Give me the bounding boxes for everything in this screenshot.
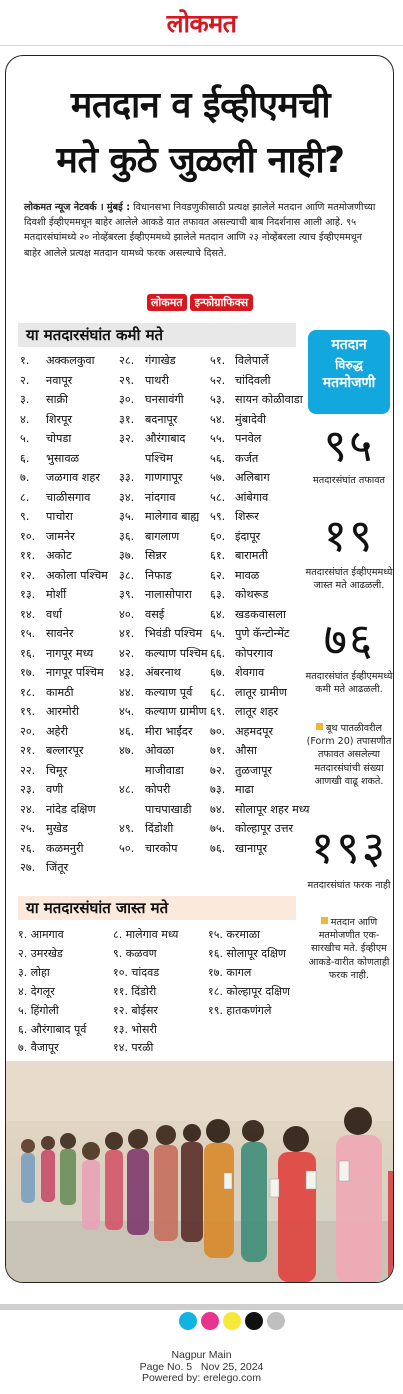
constituency-item: १६. सोलापूर दक्षिण [208, 946, 286, 960]
constituency-number: १२. [20, 568, 36, 582]
constituency-number: ४७. [119, 744, 135, 757]
constituency-number: २०. [20, 724, 36, 738]
constituency-name: औरंगाबाद पश्चिम [145, 432, 186, 465]
constituency-item [20, 780, 115, 800]
constituency-item: १९. हातकणंगले [208, 1003, 272, 1017]
constituency-name: दिंडोशी [145, 822, 174, 835]
article-card [5, 55, 394, 1283]
constituency-item [20, 800, 115, 820]
constituency-item [119, 468, 211, 488]
constituency-number: १८. [20, 685, 36, 699]
constituency-name: कोपरगाव [235, 646, 273, 660]
constituency-number: ६०. [210, 529, 226, 543]
constituency-item: १८. कोल्हापूर दक्षिण [208, 984, 290, 998]
constituency-name: औसा [235, 744, 257, 757]
constituency-item [119, 605, 211, 625]
constituency-item [20, 722, 115, 742]
constituency-number: ४९. [119, 822, 135, 835]
constituency-name: शेवगाव [235, 666, 265, 679]
constituency-item [20, 351, 115, 371]
constituency-number: २९. [119, 373, 135, 387]
constituency-item [119, 663, 211, 683]
constituency-number: ६४. [210, 607, 226, 621]
high-list-column-1 [18, 926, 114, 1058]
headline-line-1: मतदान व ईव्हीएमची [70, 85, 331, 126]
lede-text: विधानसभा निवडणुकीसाठी प्रत्यक्ष झालेले मतदान आणि मतमोजणीच्या दिवशी ईव्हीएममधून बाहेर आलेले आकडे यात तफावत असल्याची बाब निदर्शनास आली आहे. ९५ मतदारसंघांमध्ये २० नोव्हेंबरला ईव्हीएममध्ये झालेले मतदान आणि २३ नोव्हेंबरला त्याच ईव्हीएममधून बाहेर आलेले प्रत्यक्ष मतदान यामध्ये फरक असल्याचे दिसते. [24, 202, 376, 259]
constituency-number: ७५. [210, 822, 226, 835]
constituency-name: अलिबाग [235, 471, 270, 484]
constituency-name: नांदेड दक्षिण [46, 802, 96, 816]
low-list-column-1 [20, 351, 115, 878]
constituency-item: १०. चांदवड [113, 965, 160, 979]
constituency-number: १. [20, 354, 30, 367]
powered-by-link[interactable]: Powered by: erelego.com [141, 1372, 262, 1384]
constituency-name: जामनेर [46, 529, 75, 543]
constituency-name: मावळ [235, 568, 260, 582]
constituency-name: पाथरी [145, 373, 169, 387]
constituency-number: ११. [20, 549, 36, 562]
constituency-item [119, 371, 211, 391]
box-line-2: विरुद्ध [335, 357, 363, 372]
low-list-column-2 [119, 351, 211, 858]
constituency-item [20, 663, 115, 683]
constituency-item [20, 410, 115, 430]
constituency-number: ६६. [210, 646, 226, 660]
constituency-item: ५. हिंगोली [18, 1003, 59, 1017]
constituency-name: मोर्शी [46, 588, 67, 601]
constituency-item: ३. लोहा [18, 965, 50, 979]
constituency-name: निफाड [145, 568, 172, 582]
constituency-item [20, 683, 115, 703]
constituency-name: नवापूर [46, 373, 73, 387]
constituency-number: २१. [20, 744, 36, 757]
constituency-item: ९. कळवण [113, 946, 157, 960]
constituency-item [20, 546, 115, 566]
constituency-name: अहमदपूर [235, 724, 274, 738]
constituency-number: ६२. [210, 568, 226, 582]
byline: लोकमत न्यूज नेटवर्क । मुंबई : [24, 202, 131, 213]
constituency-item [119, 488, 211, 508]
constituency-name: मुखेड [46, 822, 68, 835]
constituency-name: घनसावंगी [145, 393, 184, 406]
constituency-item: ६. औरंगाबाद पूर्व [18, 1022, 87, 1036]
constituency-name: खानापूर [235, 841, 268, 855]
magenta-dot [201, 1312, 219, 1330]
constituency-name: चांदिवली [235, 373, 271, 387]
constituency-item: ४. देगलूर [18, 984, 55, 998]
constituency-item [20, 741, 115, 761]
constituency-number: ६५. [210, 627, 226, 640]
form20-note: बूथ पातळीवरील (Form 20) तपासणीत तफावत असलेल्या मतदारसंघांची संख्या आणखी वाढू शकते. [306, 723, 392, 787]
constituency-name: नालासोपारा [145, 588, 192, 601]
constituency-name: गाणगापूर [145, 471, 183, 484]
voters-queue-photo [6, 1061, 394, 1283]
constituency-name: बागलाण [145, 529, 180, 543]
constituency-number: १७. [20, 666, 36, 679]
note-square-icon [316, 723, 323, 730]
constituency-number: १९. [20, 705, 36, 718]
constituency-item [119, 390, 211, 410]
constituency-name: नागपूर पश्चिम [46, 666, 104, 679]
constituency-item [20, 819, 115, 839]
constituency-item [20, 371, 115, 391]
constituency-number: ४८. [119, 783, 135, 796]
constituency-name: मालेगाव बाह्य [145, 510, 200, 523]
constituency-name: मुंबादेवी [235, 412, 267, 426]
constituency-name: शिरूर [235, 510, 259, 523]
constituency-item [20, 449, 115, 469]
constituency-name: इंदापूर [235, 529, 261, 543]
constituency-name: आरमोरी [46, 705, 80, 718]
constituency-item: २. उमरखेड [18, 946, 63, 960]
constituency-name: सावनेर [46, 627, 74, 640]
constituency-name: सिन्नर [145, 549, 167, 562]
constituency-name: वसई [145, 607, 165, 621]
vote-vs-count-box [308, 330, 390, 414]
constituency-item [20, 507, 115, 527]
constituency-number: १५. [20, 627, 36, 640]
constituency-name: शिरपूर [46, 412, 73, 426]
masthead [0, 0, 403, 46]
constituency-number: ५८. [210, 490, 226, 504]
constituency-number: ३०. [119, 393, 135, 406]
high-list-column-3 [208, 926, 318, 1021]
constituency-item [20, 761, 115, 781]
constituency-item [119, 624, 211, 644]
print-registration-dots [179, 1312, 289, 1330]
constituency-number: २४. [20, 802, 36, 816]
constituency-name: कोल्हापूर उत्तर [235, 822, 294, 835]
constituency-number: ८. [20, 490, 30, 504]
constituency-name: कल्याण ग्रामीण [145, 705, 207, 718]
constituency-number: १६. [20, 646, 36, 660]
no-difference-note: मतदान आणि मतमोजणीत एक-सारखीच मते. ईव्हीएम आकडे-वारीत कोणताही फरक नाही. [308, 917, 390, 981]
constituency-number: ४५. [119, 705, 135, 718]
constituency-item [119, 566, 211, 586]
constituency-name: जळगाव शहर [46, 471, 100, 484]
constituency-item [20, 858, 115, 878]
constituency-number: ३. [20, 393, 30, 406]
constituency-item [20, 468, 115, 488]
constituency-number: ६. [20, 451, 30, 465]
constituency-number: ६७. [210, 666, 226, 679]
constituency-item: १७. कागल [208, 965, 252, 979]
constituency-name: कोपरी पाचपाखाडी [145, 783, 192, 816]
constituency-item [20, 585, 115, 605]
constituency-number: ९. [20, 510, 30, 523]
page-separator [0, 1304, 403, 1310]
constituency-name: नांदगाव [145, 490, 176, 504]
constituency-item [119, 546, 211, 566]
infographics-badge [114, 293, 286, 312]
constituency-item: १४. परळी [113, 1041, 154, 1055]
constituency-number: ६१. [210, 549, 226, 562]
constituency-name: बारामती [235, 549, 268, 562]
constituency-name: सायन कोळीवाडा [235, 393, 303, 406]
constituency-number: ७. [20, 471, 30, 484]
constituency-name: वणी [46, 783, 64, 796]
constituency-name: पनवेल [235, 432, 262, 445]
constituency-name: चाळीसगाव [46, 490, 91, 504]
constituency-number: ३७. [119, 549, 135, 562]
constituency-number: ४६. [119, 724, 135, 738]
constituency-item [119, 644, 211, 664]
constituency-item [119, 429, 211, 468]
constituency-name: तुळजापूर [235, 763, 273, 777]
constituency-name: पुणे कॅन्टोन्मेंट [235, 627, 290, 640]
box-line-1: मतदान [331, 337, 367, 353]
constituency-name: जिंतूर [46, 861, 69, 874]
constituency-number: ३३. [119, 471, 135, 484]
high-votes-heading: या मतदारसंघांत जास्त मते [18, 896, 296, 920]
constituency-item [119, 741, 211, 780]
constituency-number: ४४. [119, 685, 135, 699]
constituency-number: २३. [20, 783, 36, 796]
constituency-item [20, 429, 115, 449]
stat-number-19: १९ [323, 509, 375, 562]
stat-caption-19: मतदारसंघांत ईव्हीएममध्ये जास्त मते आढळली. [305, 567, 393, 591]
cyan-dot [179, 1312, 197, 1330]
black-dot [245, 1312, 263, 1330]
constituency-item [20, 605, 115, 625]
constituency-name: कल्याण पश्चिम [145, 646, 208, 660]
lede-paragraph [24, 200, 380, 261]
constituency-name: वर्धा [46, 607, 62, 621]
voters-illustration [6, 1061, 394, 1283]
constituency-number: ६८. [210, 685, 226, 699]
constituency-item [119, 819, 211, 839]
stat-caption-193: मतदारसंघांत फरक नाही [307, 880, 391, 891]
constituency-number: २६. [20, 841, 36, 855]
constituency-number: ३१. [119, 412, 135, 426]
constituency-name: कर्जत [235, 451, 259, 465]
constituency-name: अकोला पश्चिम [46, 568, 108, 582]
constituency-name: अहेरी [46, 724, 68, 738]
constituency-name: पाचोरा [46, 510, 73, 523]
constituency-number: ७२. [210, 763, 226, 777]
constituency-number: ५१. [210, 354, 226, 367]
constituency-number: ३५. [119, 510, 135, 523]
constituency-item [20, 527, 115, 547]
constituency-name: मीरा भाईंदर [145, 724, 193, 738]
constituency-number: १३. [20, 588, 36, 601]
constituency-name: ओवळा माजीवाडा [145, 744, 184, 777]
constituency-number: ७६. [210, 841, 226, 855]
constituency-number: २२. [20, 763, 36, 777]
constituency-number: ४०. [119, 607, 135, 621]
constituency-number: ३२. [119, 432, 135, 445]
constituency-item [119, 722, 211, 742]
constituency-item [119, 507, 211, 527]
constituency-number: ५७. [210, 471, 226, 484]
grey-dot [267, 1312, 285, 1330]
constituency-item: ७. वैजापूर [18, 1041, 59, 1055]
constituency-name: बदनापूर [145, 412, 178, 426]
constituency-number: ४३. [119, 666, 135, 679]
constituency-name: लातूर ग्रामीण [235, 685, 287, 699]
constituency-number: ७०. [210, 724, 226, 738]
constituency-number: २७. [20, 861, 36, 874]
constituency-number: ३४. [119, 490, 135, 504]
constituency-name: माढा [235, 783, 254, 796]
constituency-name: भिवंडी पश्चिम [145, 627, 203, 640]
constituency-number: २५. [20, 822, 36, 835]
constituency-number: १४. [20, 607, 36, 621]
constituency-number: ४. [20, 412, 30, 426]
constituency-number: ६९. [210, 705, 226, 718]
stat-number-95: ९५ [323, 419, 375, 472]
constituency-number: ६३. [210, 588, 226, 601]
constituency-name: अंबरनाथ [145, 666, 181, 679]
constituency-number: ७१. [210, 744, 226, 757]
constituency-name: भुसावळ [46, 451, 80, 465]
page-footer [0, 1350, 403, 1385]
headline-line-2: मते कुठे जुळली नाही? [56, 140, 345, 181]
constituency-name: खडकवासला [235, 607, 286, 621]
constituency-number: ५२. [210, 373, 226, 387]
stat-caption-76: मतदारसंघांत ईव्हीएममध्ये कमी मते आढळली. [305, 671, 393, 695]
high-list-column-2 [113, 926, 211, 1058]
constituency-number: ७३. [210, 783, 226, 796]
constituency-number: ३६. [119, 529, 135, 543]
constituency-number: ५६. [210, 451, 226, 465]
constituency-item: १२. बोईसर [113, 1003, 158, 1017]
constituency-item: ८. मालेगाव मध्य [113, 928, 179, 941]
constituency-item [119, 585, 211, 605]
constituency-name: लातूर शहर [235, 705, 279, 718]
constituency-item: ११. दिंडोरी [113, 984, 157, 998]
constituency-name: चोपडा [46, 432, 72, 445]
badge-logo: लोकमत [147, 294, 187, 311]
constituency-item [119, 683, 211, 703]
constituency-item [119, 702, 211, 722]
constituency-number: ५०. [119, 841, 135, 855]
stat-caption-95: मतदारसंघांत तफावत [312, 475, 386, 486]
page-and-date: Page No. 5 Nov 25, 2024 [139, 1360, 264, 1373]
constituency-number: १०. [20, 529, 36, 543]
constituency-number: ५९. [210, 510, 226, 523]
constituency-item [20, 390, 115, 410]
yellow-dot [223, 1312, 241, 1330]
low-votes-heading: या मतदारसंघांत कमी मते [18, 323, 296, 347]
constituency-number: २. [20, 373, 30, 387]
constituency-item: १३. भोसरी [113, 1022, 157, 1036]
constituency-item: १५. करमाळा [208, 928, 261, 941]
constituency-number: ४२. [119, 646, 135, 660]
constituency-item [20, 566, 115, 586]
newspaper-logo: लोकमत [166, 8, 237, 38]
constituency-item [20, 702, 115, 722]
constituency-name: चिमूर [46, 763, 68, 777]
constituency-name: कल्याण पूर्व [145, 685, 193, 699]
constituency-item [20, 624, 115, 644]
constituency-item [20, 839, 115, 859]
constituency-item [119, 410, 211, 430]
constituency-number: २८. [119, 354, 135, 367]
constituency-number: ३९. [119, 588, 135, 601]
constituency-number: ७४. [210, 802, 226, 816]
constituency-item [20, 488, 115, 508]
constituency-number: ५५. [210, 432, 226, 445]
stat-number-76: ७६ [323, 613, 375, 666]
constituency-number: ३८. [119, 568, 135, 582]
edition-name: Nagpur Main [171, 1349, 232, 1361]
constituency-number: ५३. [210, 393, 226, 406]
constituency-name: गंगाखेड [145, 354, 176, 367]
constituency-item [119, 351, 211, 371]
constituency-name: सोलापूर शहर मध्य [235, 802, 310, 816]
constituency-name: चारकोप [145, 841, 178, 855]
constituency-name: नागपूर मध्य [46, 646, 94, 660]
badge-label: इन्फोग्राफिक्स [190, 294, 253, 311]
constituency-name: विलेपार्ले [235, 354, 269, 367]
constituency-item [119, 527, 211, 547]
constituency-number: ५. [20, 432, 30, 445]
headline [6, 78, 394, 188]
constituency-name: अकोट [46, 549, 72, 562]
constituency-name: बल्लारपूर [46, 744, 84, 757]
constituency-number: ५४. [210, 412, 226, 426]
constituency-name: अक्कलकुवा [46, 354, 95, 367]
constituency-name: कळमनुरी [46, 841, 84, 855]
constituency-name: आंबेगाव [235, 490, 269, 504]
stat-number-193: १९३ [310, 821, 388, 874]
constituency-number: ४१. [119, 627, 135, 640]
constituency-item: १. आमगाव [18, 928, 64, 941]
constituency-name: कोथरूड [235, 588, 269, 601]
constituency-name: कामठी [46, 685, 74, 699]
constituency-item [119, 780, 211, 819]
note-square-icon [321, 917, 328, 924]
constituency-item [20, 644, 115, 664]
box-line-3: मतमोजणी [322, 375, 376, 391]
constituency-name: साक्री [46, 393, 68, 406]
constituency-item [119, 839, 211, 859]
